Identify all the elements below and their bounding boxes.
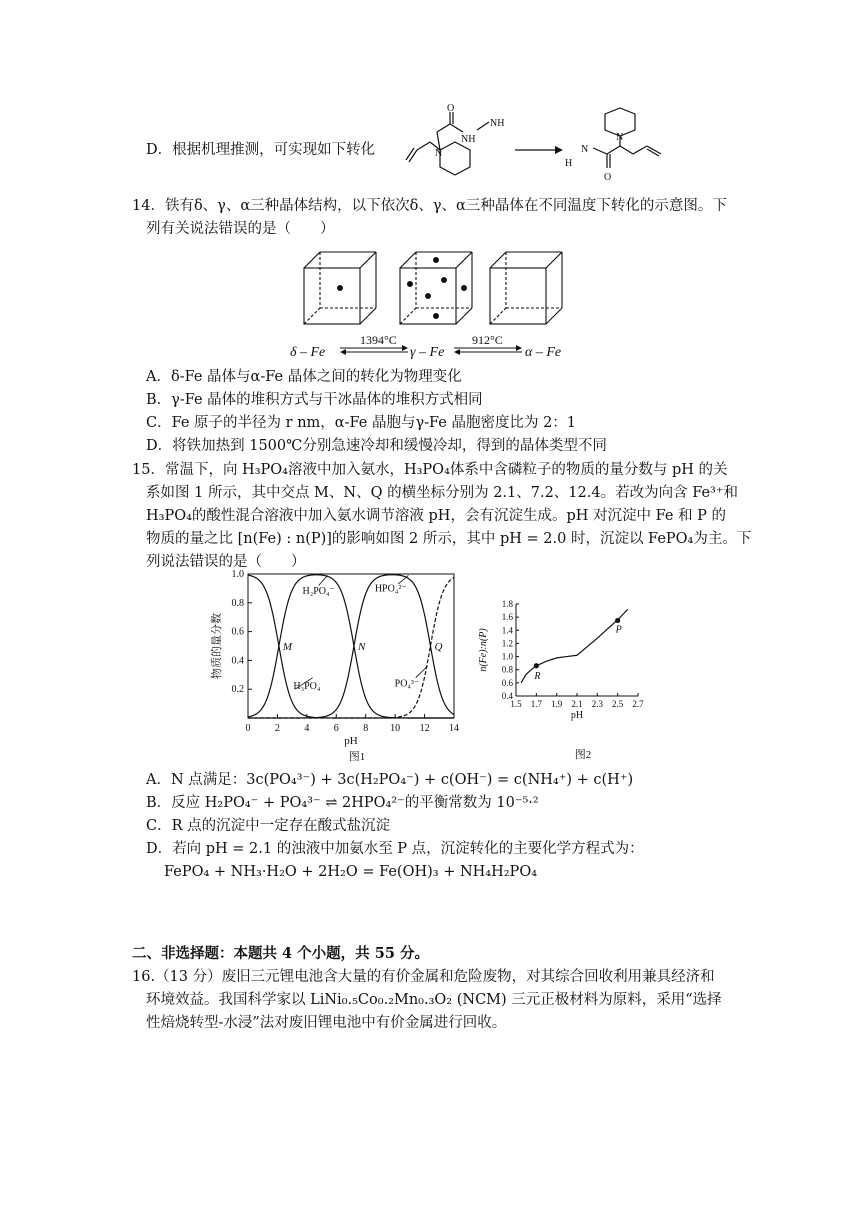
x-tick-label: 2.7 bbox=[632, 699, 644, 709]
q14-stem-line2: 列有关说法错误的是（ ） bbox=[146, 221, 335, 237]
q16-line1: 16.（13 分）废旧三元锂电池含大量的有价金属和危险废物，对其综合回收利用兼具经济和 bbox=[132, 969, 715, 985]
x-tick-label: 1.5 bbox=[510, 699, 522, 709]
q15-stem-line4: 物质的量之比 [n(Fe) : n(P)]的影响如图 2 所示，其中 pH = 2.0 时，沉淀以 FePO₄为主。下 bbox=[146, 531, 752, 547]
q15-option-a: A．N 点满足：3c(PO₄³⁻) + 3c(H₂PO₄⁻) + c(OH⁻) = c(NH₄⁺) + c(H⁺) bbox=[146, 772, 634, 788]
point-p bbox=[615, 618, 620, 623]
label-nh-product: N bbox=[581, 144, 589, 155]
y-tick-label: 1.6 bbox=[501, 612, 513, 623]
q15-option-b: B．反应 H₂PO₄⁻ + PO₄³⁻ ⇌ 2HPO₄²⁻的平衡常数为 10⁻⁵·² bbox=[146, 795, 539, 811]
y-tick-label: 1.0 bbox=[231, 569, 244, 580]
product-molecule bbox=[593, 108, 661, 168]
series-label: HPO₄²⁻ bbox=[374, 583, 407, 595]
x-tick-label: 10 bbox=[390, 723, 401, 734]
q14-option-a: A．δ-Fe 晶体与α-Fe 晶体之间的转化为物理变化 bbox=[146, 369, 462, 385]
x-tick-label: 6 bbox=[333, 723, 339, 734]
intersection-label: Q bbox=[434, 641, 443, 653]
x-tick-label: 1.9 bbox=[551, 699, 563, 709]
q15-option-d-line1: D．若向 pH = 2.1 的浊液中加氨水至 P 点，沉淀转化的主要化学方程式为： bbox=[146, 841, 644, 857]
delta-fe-label: δ – Fe bbox=[290, 345, 326, 360]
transition-scheme bbox=[290, 330, 580, 362]
y-tick-label: 0.6 bbox=[501, 677, 513, 688]
reaction-scheme bbox=[395, 100, 685, 195]
x-axis-label: pH bbox=[570, 710, 584, 721]
x-tick-label: 2.1 bbox=[571, 699, 583, 709]
x-tick-label: 4 bbox=[304, 723, 310, 734]
q15-stem-line5: 列说法错误的是（ ） bbox=[146, 554, 306, 570]
label-n-product: N bbox=[616, 132, 624, 143]
point-r bbox=[534, 663, 539, 668]
x-tick-label: 12 bbox=[419, 723, 430, 734]
y-axis-label: n(Fe):n(P) bbox=[478, 628, 489, 672]
label-nh2: NH bbox=[490, 118, 505, 129]
y-tick-label: 0.8 bbox=[501, 664, 513, 675]
x-tick-label: 2 bbox=[274, 723, 280, 734]
temp-1394: 1394°C bbox=[360, 333, 397, 347]
x-tick-label: 2.3 bbox=[591, 699, 603, 709]
q15-stem-line2: 系如图 1 所示，其中交点 M、N、Q 的横坐标分别为 2.1、7.2、12.4。若改为向含 Fe³⁺和 bbox=[146, 485, 739, 501]
x-tick-label: 8 bbox=[363, 723, 369, 734]
leader-line bbox=[319, 575, 328, 585]
reactant-molecule bbox=[406, 112, 489, 175]
figure-1-distribution-chart bbox=[200, 566, 470, 766]
point-label: P bbox=[615, 624, 622, 636]
alpha-fe-cell bbox=[490, 252, 562, 324]
y-tick-label: 1.4 bbox=[501, 625, 513, 636]
q15-stem-line3: H₃PO₄的酸性混合溶液中加入氨水调节溶液 pH，会有沉淀生成。pH 对沉淀中 Fe 和 P 的 bbox=[146, 508, 727, 524]
y-tick-label: 0.4 bbox=[501, 691, 513, 701]
x-tick-label: 0 bbox=[245, 723, 251, 734]
x-tick-label: 14 bbox=[449, 723, 459, 734]
point-label: R bbox=[534, 670, 541, 682]
q14-option-c: C．Fe 原子的半径为 r nm，α-Fe 晶胞与γ-Fe 晶胞密度比为 2：1 bbox=[146, 415, 577, 431]
series-label: H₂PO₄⁻ bbox=[302, 586, 335, 598]
x-axis-label: pH bbox=[344, 735, 358, 747]
y-tick-label: 0.2 bbox=[231, 684, 244, 696]
series-label: PO₄³⁻ bbox=[394, 678, 420, 690]
q15-option-c: C．R 点的沉淀中一定存在酸式盐沉淀 bbox=[146, 818, 391, 834]
q15-option-d-line2: FePO₄ + NH₃·H₂O + 2H₂O = Fe(OH)₃ + NH₄H₂PO₄ bbox=[164, 864, 538, 880]
q16-line3: 性焙烧转型-水浸”法对废旧锂电池中有价金属进行回收。 bbox=[146, 1015, 507, 1031]
y-tick-label: 0.4 bbox=[231, 655, 244, 667]
figure-2-caption: 图2 bbox=[574, 749, 592, 761]
q16-line2: 环境效益。我国科学家以 LiNi₀.₅Co₀.₂Mn₀.₃O₂ (NCM) 三元正极材料为原料，采用“选择 bbox=[146, 992, 722, 1008]
x-tick-label: 1.7 bbox=[530, 699, 542, 709]
reaction-arrow bbox=[515, 146, 563, 154]
q14-option-b: B．γ-Fe 晶体的堆积方式与干冰晶体的堆积方式相同 bbox=[146, 392, 483, 408]
y-tick-label: 0.6 bbox=[231, 626, 244, 638]
temp-912: 912°C bbox=[472, 333, 503, 347]
section-2-heading: 二、非选择题：本题共 4 个小题，共 55 分。 bbox=[132, 945, 429, 962]
gamma-fe-label: γ – Fe bbox=[410, 345, 445, 360]
label-o-product: O bbox=[604, 172, 612, 183]
intersection-label: N bbox=[357, 641, 366, 653]
x-tick-label: 2.5 bbox=[612, 699, 624, 709]
alpha-fe-label: α – Fe bbox=[525, 345, 562, 360]
y-tick-label: 1.0 bbox=[501, 651, 513, 662]
label-nh: NH bbox=[461, 134, 476, 145]
y-tick-label: 1.2 bbox=[501, 638, 513, 649]
figure-1-caption: 图1 bbox=[348, 751, 366, 763]
y-tick-label: 1.8 bbox=[501, 599, 513, 609]
series-h2po4-curve bbox=[248, 575, 454, 718]
intersection-label: M bbox=[282, 641, 293, 653]
y-axis-label: 物质的量分数 bbox=[211, 613, 223, 679]
q13-option-d: D．根据机理推测，可实现如下转化 bbox=[146, 142, 376, 158]
q14-stem-line1: 14．铁有δ、γ、α三种晶体结构，以下依次δ、γ、α三种晶体在不同温度下转化的示意图。下 bbox=[132, 198, 727, 214]
label-o: O bbox=[447, 103, 455, 114]
y-tick-label: 0.8 bbox=[231, 597, 244, 609]
label-nplus: N bbox=[435, 148, 443, 159]
series-label: H₃PO₄ bbox=[293, 681, 321, 693]
label-h2n-product: H bbox=[565, 158, 573, 169]
q14-option-d: D．将铁加热到 1500℃分别急速冷却和缓慢冷却，得到的晶体类型不同 bbox=[146, 438, 607, 454]
q15-stem-line1: 15．常温下，向 H₃PO₄溶液中加入氨水，H₃PO₄体系中含磷粒子的物质的量分数与 pH 的关 bbox=[132, 462, 728, 478]
figure-2-ratio-chart bbox=[478, 596, 658, 766]
